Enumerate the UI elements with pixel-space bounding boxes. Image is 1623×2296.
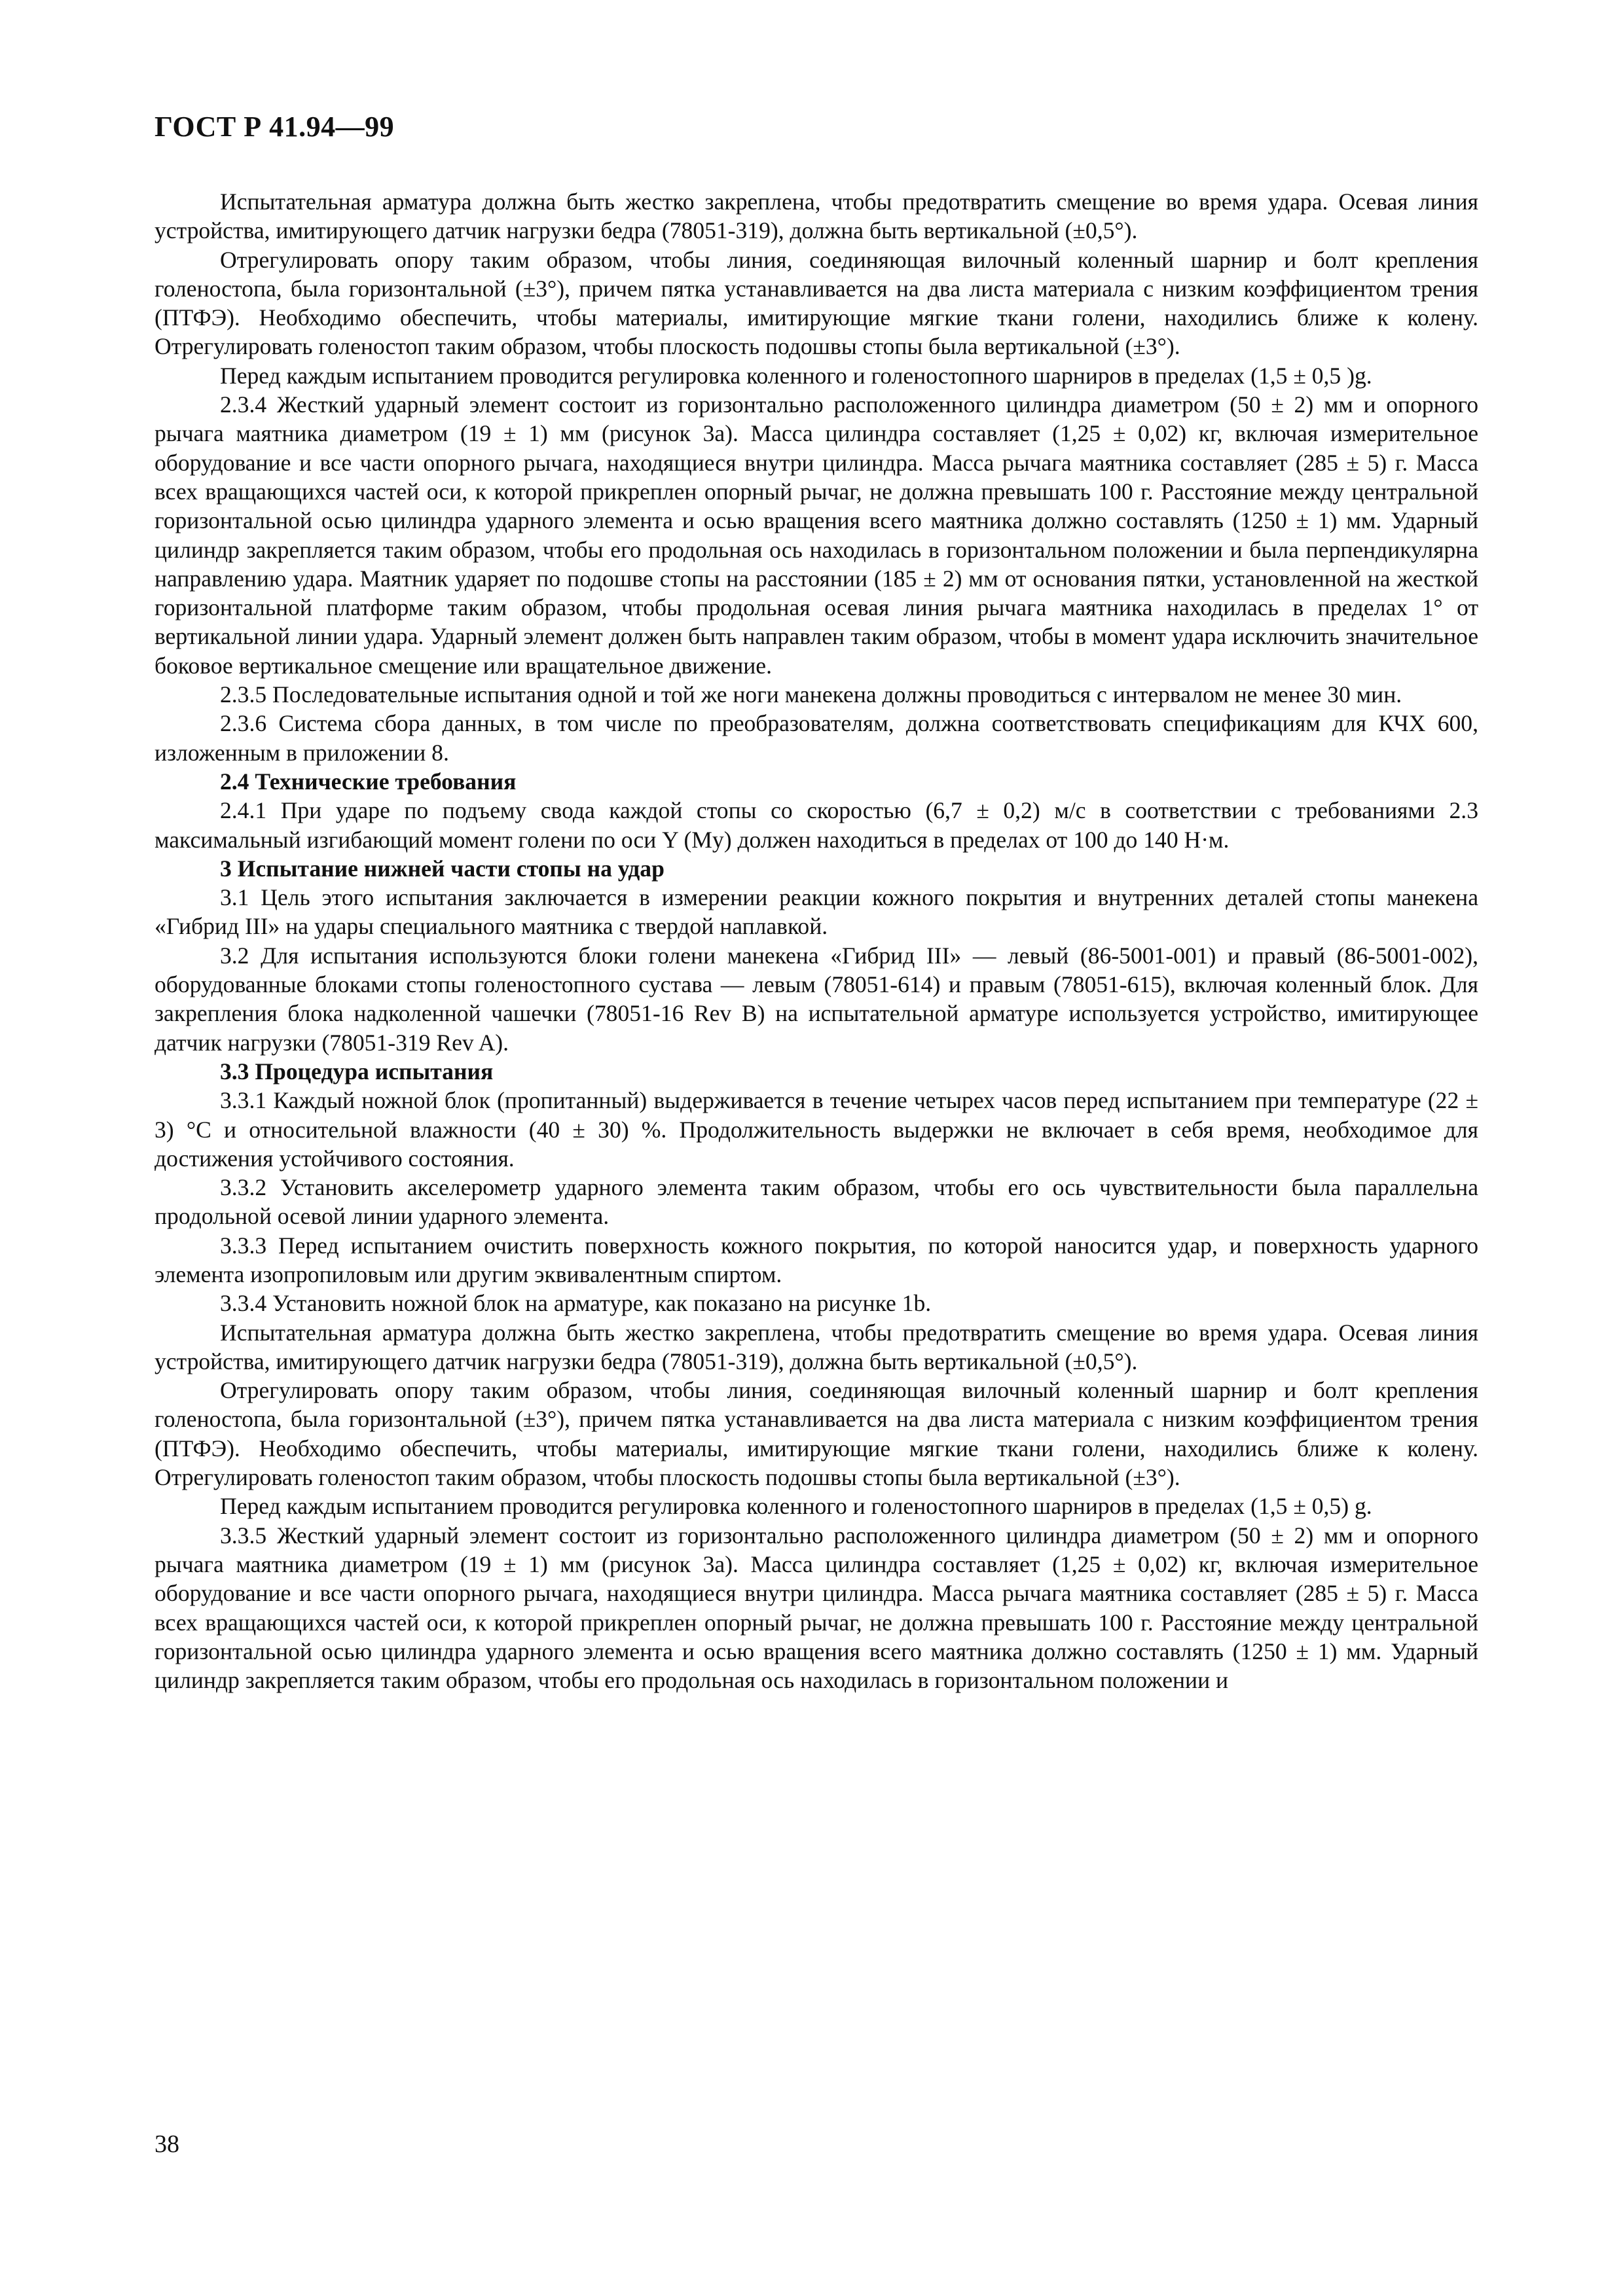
paragraph-3-3-1: 3.3.1 Каждый ножной блок (пропитанный) выдерживается в течение четырех часов перед испытанием при температуре (22 ± 3) °С и относительной влажности (40 ± 30) %. Продолжительность выдержки не включает в себя время, необходимое для достижения устойчивого состояния. (155, 1087, 1478, 1172)
document-header: ГОСТ Р 41.94—99 (155, 111, 395, 143)
section-heading-3: 3 Испытание нижней части стопы на удар (220, 855, 665, 882)
section-heading-2-4: 2.4 Технические требования (220, 768, 517, 795)
paragraph-2-3-4: 2.3.4 Жесткий ударный элемент состоит из горизонтально расположенного цилиндра диаметром (50 ± 2) мм и опорного рычага маятника диаметром (19 ± 1) мм (рисунок 3а). Масса цилиндра составляет (1,25 ± 0,02) кг, включая измерительное оборудование и все части опорного рычага, находящиеся внутри цилиндра. Масса рычага маятника составляет (285 ± 5) г. Масса всех вращающихся частей оси, к которой прикреплен опорный рычаг, не должна превышать 100 г. Расстояние между центральной горизонтальной осью цилиндра ударного элемента и осью вращения всего маятника должно составлять (1250 ± 1) мм. Ударный цилиндр закрепляется таким образом, чтобы его продольная ось находилась в горизонтальном положении и была перпендикулярна направлению удара. Маятник ударяет по подошве стопы на расстоянии (185 ± 2) мм от основания пятки, установленной на жесткой горизонтальной платформе таким образом, чтобы продольная осевая линия рычага маятника находилась в пределах 1° от вертикальной линии удара. Ударный элемент должен быть направлен таким образом, чтобы в момент удара исключить значительное боковое вертикальное смещение или вращательное движение. (155, 391, 1478, 679)
paragraph-3-3-2: 3.3.2 Установить акселерометр ударного элемента таким образом, чтобы его ось чувствительности была параллельна продольной осевой линии ударного элемента. (155, 1174, 1478, 1230)
paragraph-3-3-3: 3.3.3 Перед испытанием очистить поверхность кожного покрытия, по которой наносится удар, и поверхность ударного элемента изопропиловым или другим эквивалентным спиртом. (155, 1232, 1478, 1287)
paragraph-2-4-1: 2.4.1 При ударе по подъему свода каждой стопы со скоростью (6,7 ± 0,2) м/с в соответствии с требованиями 2.3 максимальный изгибающий момент голени по оси Y (My) должен находиться в пределах от 100 до 140 Н·м. (155, 797, 1478, 853)
paragraph: Перед каждым испытанием проводится регулировка коленного и голеностопного шарниров в пределах (1,5 ± 0,5) g. (220, 1493, 1372, 1520)
paragraph-3-3-5: 3.3.5 Жесткий ударный элемент состоит из горизонтально расположенного цилиндра диаметром (50 ± 2) мм и опорного рычага маятника диаметром (19 ± 1) мм (рисунок 3а). Масса цилиндра составляет (1,25 ± 0,02) кг, включая измерительное оборудование и все части опорного рычага, находящиеся внутри цилиндра. Масса рычага маятника составляет (285 ± 5) г. Масса всех вращающихся частей оси, к которой прикреплен опорный рычаг, не должна превышать 100 г. Расстояние между центральной горизонтальной осью цилиндра ударного элемента и осью вращения всего маятника должно составлять (1250 ± 1) мм. Ударный цилиндр закрепляется таким образом, чтобы его продольная ось находилась в горизонтальном положении и (155, 1522, 1478, 1694)
paragraph: Отрегулировать опору таким образом, чтобы линия, соединяющая вилочный коленный шарнир и болт крепления голеностопа, была горизонтальной (±3°), причем пятка устанавливается на два листа материала с низким коэффициентом трения (ПТФЭ). Необходимо обеспечить, чтобы материалы, имитирующие мягкие ткани голени, находились ближе к колену. Отрегулировать голеностоп таким образом, чтобы плоскость подошвы стопы была вертикальной (±3°). (155, 1377, 1478, 1491)
document-body (155, 187, 1478, 1695)
section-heading-3-3: 3.3 Процедура испытания (220, 1058, 494, 1085)
page-number: 38 (155, 2130, 179, 2158)
paragraph-2-3-5: 2.3.5 Последовательные испытания одной и той же ноги манекена должны проводиться с интервалом не менее 30 мин. (220, 681, 1402, 708)
paragraph: Перед каждым испытанием проводится регулировка коленного и голеностопного шарниров в пределах (1,5 ± 0,5 )g. (220, 362, 1372, 389)
paragraph: Испытательная арматура должна быть жестко закреплена, чтобы предотвратить смещение во время удара. Осевая линия устройства, имитирующего датчик нагрузки бедра (78051-319), должна быть вертикальной (±0,5°). (155, 188, 1478, 244)
paragraph: Испытательная арматура должна быть жестко закреплена, чтобы предотвратить смещение во время удара. Осевая линия устройства, имитирующего датчик нагрузки бедра (78051-319), должна быть вертикальной (±0,5°). (155, 1319, 1478, 1374)
paragraph-2-3-6: 2.3.6 Система сбора данных, в том числе по преобразователям, должна соответствовать спецификациям для КЧХ 600, изложенным в приложении 8. (155, 710, 1478, 766)
paragraph-3-1: 3.1 Цель этого испытания заключается в измерении реакции кожного покрытия и внутренних деталей стопы манекена «Гибрид III» на удары специального маятника с твердой наплавкой. (155, 884, 1478, 940)
paragraph-3-3-4: 3.3.4 Установить ножной блок на арматуре, как показано на рисунке 1b. (220, 1290, 932, 1317)
paragraph-3-2: 3.2 Для испытания используются блоки голени манекена «Гибрид III» — левый (86-5001-001) и правый (86-5001-002), оборудованные блоками стопы голеностопного сустава — левым (78051-614) и правым (78051-615), включая коленный блок. Для закрепления блока надколенной чашечки (78051-16 Rev В) на испытательной арматуре используется устройство, имитирующее датчик нагрузки (78051-319 Rev A). (155, 942, 1478, 1056)
paragraph: Отрегулировать опору таким образом, чтобы линия, соединяющая вилочный коленный шарнир и болт крепления голеностопа, была горизонтальной (±3°), причем пятка устанавливается на два листа материала с низким коэффициентом трения (ПТФЭ). Необходимо обеспечить, чтобы материалы, имитирующие мягкие ткани голени, находились ближе к колену. Отрегулировать голеностоп таким образом, чтобы плоскость подошвы стопы была вертикальной (±3°). (155, 246, 1478, 360)
